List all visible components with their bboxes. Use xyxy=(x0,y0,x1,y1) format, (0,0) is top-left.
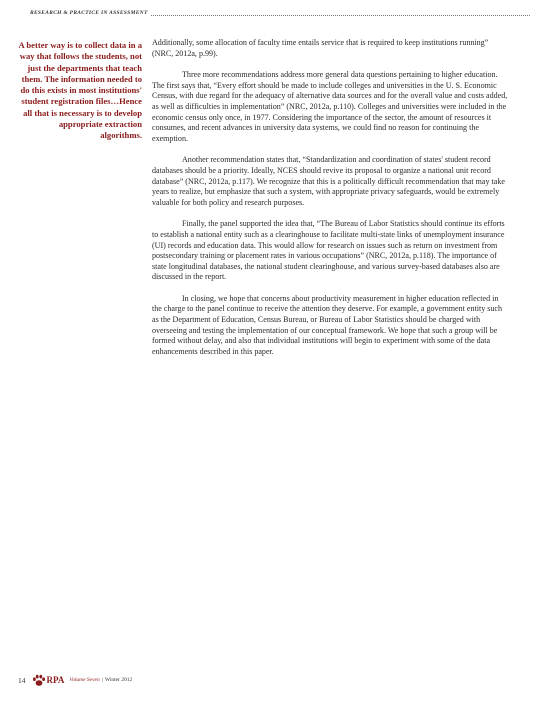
paragraph-3: Another recommendation states that, “Standardization and coordination of states' student record databases should be a priority. Ideally, NCES should revive its proposal to organize a national unit record database” (NRC, 2012a, p.117). We recognize that this is a politically difficult recommendation that may take years to realize, but emphasize that such a system, with appropriate privacy safeguards, would be extremely valuable for both policy and research purposes. xyxy=(152,155,505,207)
issue-season: Winter 2012 xyxy=(104,677,133,683)
article-body xyxy=(152,38,510,368)
paragraph-1: Additionally, some allocation of faculty time entails service that is required to keep institutions running” (NRC, 2012a, p.99). xyxy=(152,38,489,58)
paw-print-icon xyxy=(32,674,46,687)
page-number: 14 xyxy=(18,675,26,685)
running-header xyxy=(30,8,530,18)
page-footer xyxy=(18,673,132,687)
paragraph-4: Finally, the panel supported the idea that, “The Bureau of Labor Statistics should continue its efforts to establish a national entity such as a clearinghouse to facilitate multi-state links of unemployment insurance (UI) records and education data. This would allow for research on issues such as return on investment from postsecondary training or placement rates in various occupations” (NRC, 2012a, p.118). The importance of state longitudinal databases, the national student clearinghouse, and various survey-based databases also are discussed in the report. xyxy=(152,219,505,282)
header-dotted-rule xyxy=(151,11,530,16)
logo-text: RPA xyxy=(46,675,65,685)
paragraph-2: Three more recommendations address more general data questions pertaining to higher education. The first says that, “Every effort should be made to include colleges and universities in the U. S. Economic Census, with due regard for the adequacy of alternative data sources and for the overall value and costs added, as well as difficulties in implementation” (NRC, 2012a, p.110). Colleges and universities were included in the economic census only once, in 1977. Considering the importance of the sector, the amount of resources it consumes, and recent advances in university data systems, we could find no reason for continuing the exemption. xyxy=(152,70,508,143)
volume-label: Volume Seven xyxy=(69,677,100,683)
paragraph-5: In closing, we hope that concerns about productivity measurement in higher education reflected in the charge to the panel continue to receive the attention they deserve. For example, a government entity such as the Department of Education, Census Bureau, or Bureau of Labor Statistics should be charged with overseeing and testing the implementation of our conceptual framework. We hope that such a group will be formed without delay, and also that individual institutions will begin to experiment with some of the data enhancements described in this paper. xyxy=(152,293,502,356)
section-label: RESEARCH & PRACTICE IN ASSESSMENT xyxy=(30,10,148,16)
footer-separator: | xyxy=(101,677,103,683)
rpa-logo xyxy=(32,674,65,687)
pull-quote: A better way is to collect data in a way that follows the students, not just the departments that teach them. The information needed to do this exists in most institutions' student registration files…Hence all that is necessary is to develop appropriate extraction algorithms. xyxy=(18,40,142,141)
